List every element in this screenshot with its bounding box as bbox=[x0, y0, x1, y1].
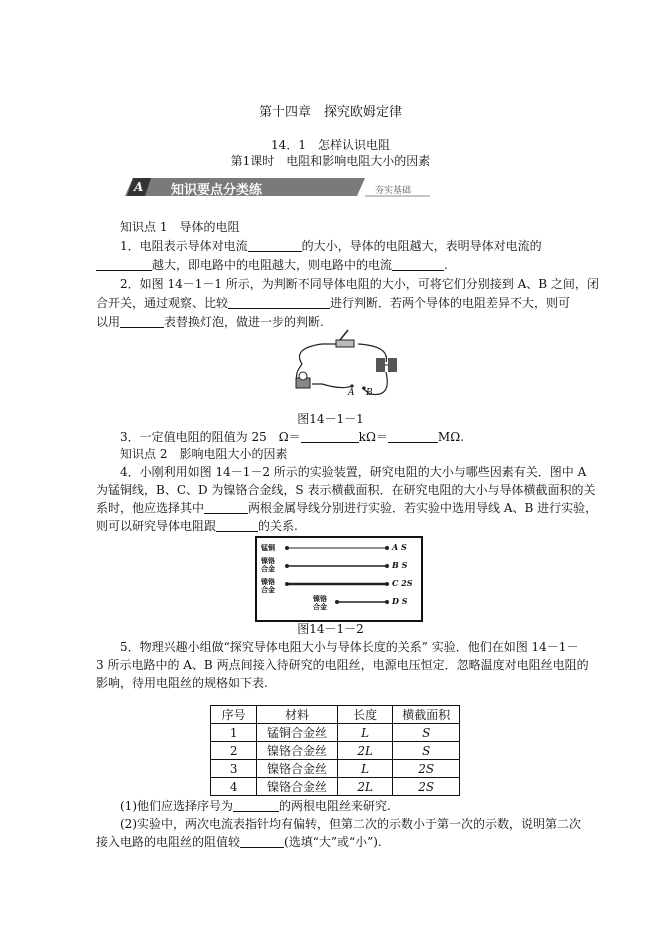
resistance-wire-table bbox=[210, 705, 460, 796]
wire-c-name: C 2S bbox=[392, 578, 413, 588]
question-2-line-3: 以用 表替换灯泡，做进一步的判断. bbox=[96, 315, 324, 329]
chapter-title: 第十四章 探究欧姆定律 bbox=[258, 105, 402, 120]
table-cell: 4 bbox=[211, 778, 257, 796]
answer-blank[interactable] bbox=[120, 315, 164, 328]
table-cell: S bbox=[393, 724, 460, 742]
wire-b-name: B S bbox=[392, 560, 408, 570]
table-cell: L bbox=[337, 760, 393, 778]
knowledge-point-1: 知识点 1 导体的电阻 bbox=[120, 220, 240, 234]
question-1-line-2: 越大，即电路中的电阻越大，则电路中的电流 . bbox=[96, 256, 576, 274]
table-cell: 2 bbox=[211, 742, 257, 760]
question-5-line-2: 3 所示电路中的 A、B 两点间接入待研究的电阻丝，电源电压恒定．忽略温度对电阻丝电阻的 bbox=[96, 658, 589, 672]
table-cell: 2L bbox=[337, 742, 393, 760]
table-row bbox=[211, 742, 460, 760]
question-4-line-4: 则可以研究导体电阻跟 的关系. bbox=[96, 519, 298, 533]
wire-d-name: D S bbox=[392, 596, 408, 606]
answer-blank[interactable] bbox=[216, 519, 258, 532]
table-header-cell: 序号 bbox=[211, 706, 257, 724]
knowledge-point-2: 知识点 2 影响电阻大小的因素 bbox=[120, 447, 288, 461]
question-5-sub-2-line-1: (2)实验中，两次电流表指针均有偏转，但第二次的示数小于第一次的示数，说明第二次 bbox=[120, 817, 582, 831]
answer-blank[interactable] bbox=[96, 258, 152, 271]
question-4-line-3: 系时，他应选择其中 两根金属导线分别进行实验．若实验中选用导线 A、B 进行实验， bbox=[96, 501, 598, 515]
question-4-line-1: 4．小刚利用如图 14－1－2 所示的实验装置，研究电阻的大小与哪些因素有关．图中 A bbox=[120, 465, 587, 479]
table-header-cell: 材料 bbox=[257, 706, 338, 724]
table-cell: 2L bbox=[337, 778, 393, 796]
table-cell: 3 bbox=[211, 760, 257, 778]
lesson-title: 第1课时 电阻和影响电阻大小的因素 bbox=[230, 154, 431, 168]
answer-blank[interactable] bbox=[204, 501, 248, 514]
table-row bbox=[211, 760, 460, 778]
answer-blank[interactable] bbox=[388, 430, 438, 443]
table-cell: L bbox=[337, 724, 393, 742]
question-3: 3．一定值电阻的阻值为 25 Ω＝ kΩ＝ MΩ. bbox=[120, 430, 464, 444]
banner-subtitle: 夯实基础 bbox=[375, 186, 412, 196]
table-header-cell: 横截面积 bbox=[393, 706, 460, 724]
question-5-sub-1: (1)他们应选择序号为 的两根电阻丝来研究. bbox=[120, 799, 391, 813]
wire-board-figure bbox=[255, 536, 423, 622]
table-cell: 锰铜合金丝 bbox=[257, 724, 338, 742]
answer-blank[interactable] bbox=[233, 799, 279, 812]
wire-a-name: A S bbox=[392, 542, 407, 552]
terminal-a-label: A bbox=[348, 388, 355, 398]
table-cell: 2S bbox=[393, 760, 460, 778]
circuit-figure-1 bbox=[282, 328, 412, 406]
wire-label-a-material: 锰铜 bbox=[261, 543, 275, 552]
question-5-sub-2-line-2: 接入电路的电阻丝的阻值较 (选填“大”或“小”). bbox=[96, 835, 382, 849]
table-cell: 2S bbox=[393, 778, 460, 796]
table-cell: 镍铬合金丝 bbox=[257, 742, 338, 760]
question-2-line-2: 合开关，通过观察、比较 进行判断．若两个导体的电阻差异不大，则可 bbox=[96, 296, 571, 310]
figure-2-caption: 图14－1－2 bbox=[297, 622, 364, 636]
table-cell: 镍铬合金丝 bbox=[257, 760, 338, 778]
question-1-line-1: 1．电阻表示导体对电流 的大小，导体的电阻越大，表明导体对电流的 bbox=[120, 239, 542, 253]
answer-blank[interactable] bbox=[240, 835, 284, 848]
figure-1-caption: 图14－1－1 bbox=[297, 412, 364, 426]
table-row bbox=[211, 778, 460, 796]
banner-badge: A bbox=[134, 180, 144, 194]
table-row bbox=[211, 724, 460, 742]
answer-blank[interactable] bbox=[248, 239, 302, 252]
answer-blank[interactable] bbox=[301, 430, 359, 443]
wire-label-b-material: 镍铬合金 bbox=[261, 556, 275, 573]
wire-label-c-material: 镍铬合金 bbox=[261, 577, 275, 594]
terminal-b-label: B bbox=[366, 388, 373, 398]
section-title: 14．1 怎样认识电阻 bbox=[271, 138, 390, 152]
table-cell: 1 bbox=[211, 724, 257, 742]
banner-title: 知识要点分类练 bbox=[171, 183, 263, 198]
table-header-cell: 长度 bbox=[337, 706, 393, 724]
table-cell: 镍铬合金丝 bbox=[257, 778, 338, 796]
answer-blank[interactable] bbox=[392, 258, 444, 271]
section-banner bbox=[125, 174, 435, 204]
answer-blank[interactable] bbox=[228, 296, 330, 309]
question-5-line-1: 5．物理兴趣小组做“探究导体电阻大小与导体长度的关系” 实验．他们在如图 14－1－ bbox=[120, 640, 579, 654]
question-2-line-1: 2．如图 14－1－1 所示，为判断不同导体电阻的大小，可将它们分别接到 A、B 之间，闭 bbox=[120, 277, 599, 291]
wire-label-d-material: 镍铬合金 bbox=[313, 594, 327, 611]
table-cell: S bbox=[393, 742, 460, 760]
table-header-row bbox=[211, 706, 460, 724]
question-5-line-3: 影响，待用电阻丝的规格如下表. bbox=[96, 676, 268, 690]
question-4-line-2: 为锰铜线，B、C、D 为镍铬合金线，S 表示横截面积．在研究电阻的大小与导体横截面积的关 bbox=[96, 483, 596, 497]
